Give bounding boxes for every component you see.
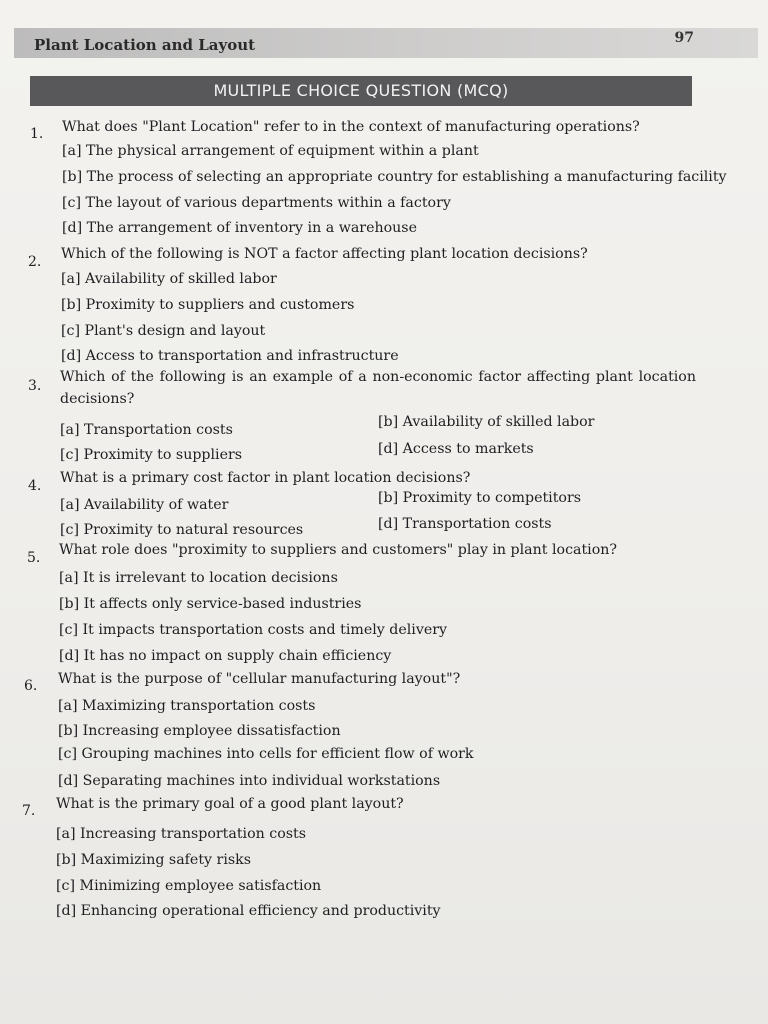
question-number: 2. (28, 254, 42, 270)
option-label: [b] (61, 297, 82, 313)
option-text: Grouping machines into cells for efficient flow of work (81, 746, 474, 762)
option-text: Proximity to natural resources (83, 522, 304, 538)
option-text: Maximizing transportation costs (82, 698, 316, 714)
option-text: Increasing employee dissatisfaction (82, 723, 341, 739)
option-label: [a] (60, 497, 80, 513)
option-label: [d] (56, 903, 77, 919)
question-text: What is the primary goal of a good plant layout? (56, 796, 404, 812)
option-a (59, 570, 338, 586)
option-label: [c] (58, 746, 78, 762)
option-text: It has no impact on supply chain efficiency (83, 648, 392, 664)
option-text: The physical arrangement of equipment within a plant (86, 143, 479, 159)
option-b (58, 723, 341, 739)
option-text: It affects only service-based industries (83, 596, 362, 612)
option-text: Separating machines into individual workstations (82, 773, 441, 789)
page-number: 97 (674, 30, 694, 46)
option-c (60, 522, 303, 538)
question-number: 4. (28, 478, 42, 494)
option-text: Proximity to suppliers and customers (85, 297, 355, 313)
option-c (58, 746, 474, 762)
option-a (56, 826, 306, 842)
option-text: Increasing transportation costs (80, 826, 307, 842)
option-text: Proximity to competitors (402, 490, 582, 506)
option-c (62, 195, 451, 211)
option-text: Access to transportation and infrastructure (85, 348, 399, 364)
option-d (61, 348, 399, 364)
option-label: [b] (56, 852, 77, 868)
question-number: 3. (28, 378, 42, 394)
option-text: Transportation costs (402, 516, 552, 532)
option-c (60, 447, 242, 463)
option-label: [b] (378, 490, 399, 506)
option-d (378, 516, 552, 532)
option-label: [a] (58, 698, 78, 714)
option-b (56, 852, 251, 868)
option-label: [d] (59, 648, 80, 664)
option-label: [c] (62, 195, 82, 211)
option-label: [a] (61, 271, 81, 287)
running-title: Plant Location and Layout (34, 36, 256, 54)
option-d (59, 648, 391, 664)
option-d (56, 903, 441, 919)
option-label: [d] (58, 773, 79, 789)
option-label: [c] (60, 522, 80, 538)
option-label: [d] (61, 348, 82, 364)
option-label: [c] (61, 323, 81, 339)
option-text: Availability of skilled labor (402, 414, 595, 430)
option-label: [a] (59, 570, 79, 586)
question-number: 7. (22, 803, 36, 819)
option-label: [b] (58, 723, 79, 739)
option-b (62, 169, 727, 185)
option-text: Transportation costs (84, 422, 233, 438)
option-b (378, 490, 581, 506)
option-text: Maximizing safety risks (80, 852, 252, 868)
option-label: [b] (62, 169, 83, 185)
option-d (58, 773, 440, 789)
question-number: 6. (24, 678, 38, 694)
question-text: What is the purpose of "cellular manufacturing layout"? (58, 671, 461, 687)
option-a (58, 698, 315, 714)
option-a (61, 271, 277, 287)
question-number: 1. (30, 126, 44, 142)
option-text: Proximity to suppliers (83, 447, 243, 463)
option-c (56, 878, 321, 894)
option-c (59, 622, 447, 638)
option-text: Plant's design and layout (84, 323, 266, 339)
question-text: What is a primary cost factor in plant location decisions? (60, 470, 471, 486)
option-a (62, 143, 479, 159)
option-label: [a] (60, 422, 80, 438)
option-label: [a] (56, 826, 76, 842)
option-a (60, 497, 228, 513)
option-label: [d] (62, 220, 83, 236)
option-text: Enhancing operational efficiency and productivity (80, 903, 441, 919)
option-label: [c] (56, 878, 76, 894)
option-text: Access to markets (402, 441, 534, 457)
section-title: MULTIPLE CHOICE QUESTION (MCQ) (30, 76, 692, 106)
running-header (14, 28, 758, 58)
option-label: [a] (62, 143, 82, 159)
option-text: The layout of various departments within a factory (85, 195, 451, 211)
option-c (61, 323, 265, 339)
option-text: The process of selecting an appropriate country for establishing a manufacturing facility (86, 169, 727, 185)
option-b (378, 414, 594, 430)
option-label: [b] (59, 596, 80, 612)
option-text: The arrangement of inventory in a warehouse (86, 220, 417, 236)
option-text: It is irrelevant to location decisions (83, 570, 338, 586)
option-b (59, 596, 361, 612)
option-label: [d] (378, 441, 399, 457)
option-d (378, 441, 534, 457)
option-d (62, 220, 417, 236)
question-text: Which of the following is an example of a non-economic factor affecting plant location decisions? (60, 369, 696, 407)
option-label: [c] (59, 622, 79, 638)
question-text: What role does "proximity to suppliers and customers" play in plant location? (59, 542, 617, 558)
question-number: 5. (27, 550, 41, 566)
option-text: Availability of skilled labor (85, 271, 277, 287)
question-text: What does "Plant Location" refer to in the context of manufacturing operations? (62, 119, 640, 135)
option-b (61, 297, 354, 313)
option-text: It impacts transportation costs and timely delivery (82, 622, 448, 638)
question-text: Which of the following is NOT a factor affecting plant location decisions? (61, 246, 588, 262)
option-label: [b] (378, 414, 399, 430)
option-label: [d] (378, 516, 399, 532)
option-text: Availability of water (84, 497, 229, 513)
option-label: [c] (60, 447, 80, 463)
option-a (60, 422, 233, 438)
option-text: Minimizing employee satisfaction (79, 878, 322, 894)
